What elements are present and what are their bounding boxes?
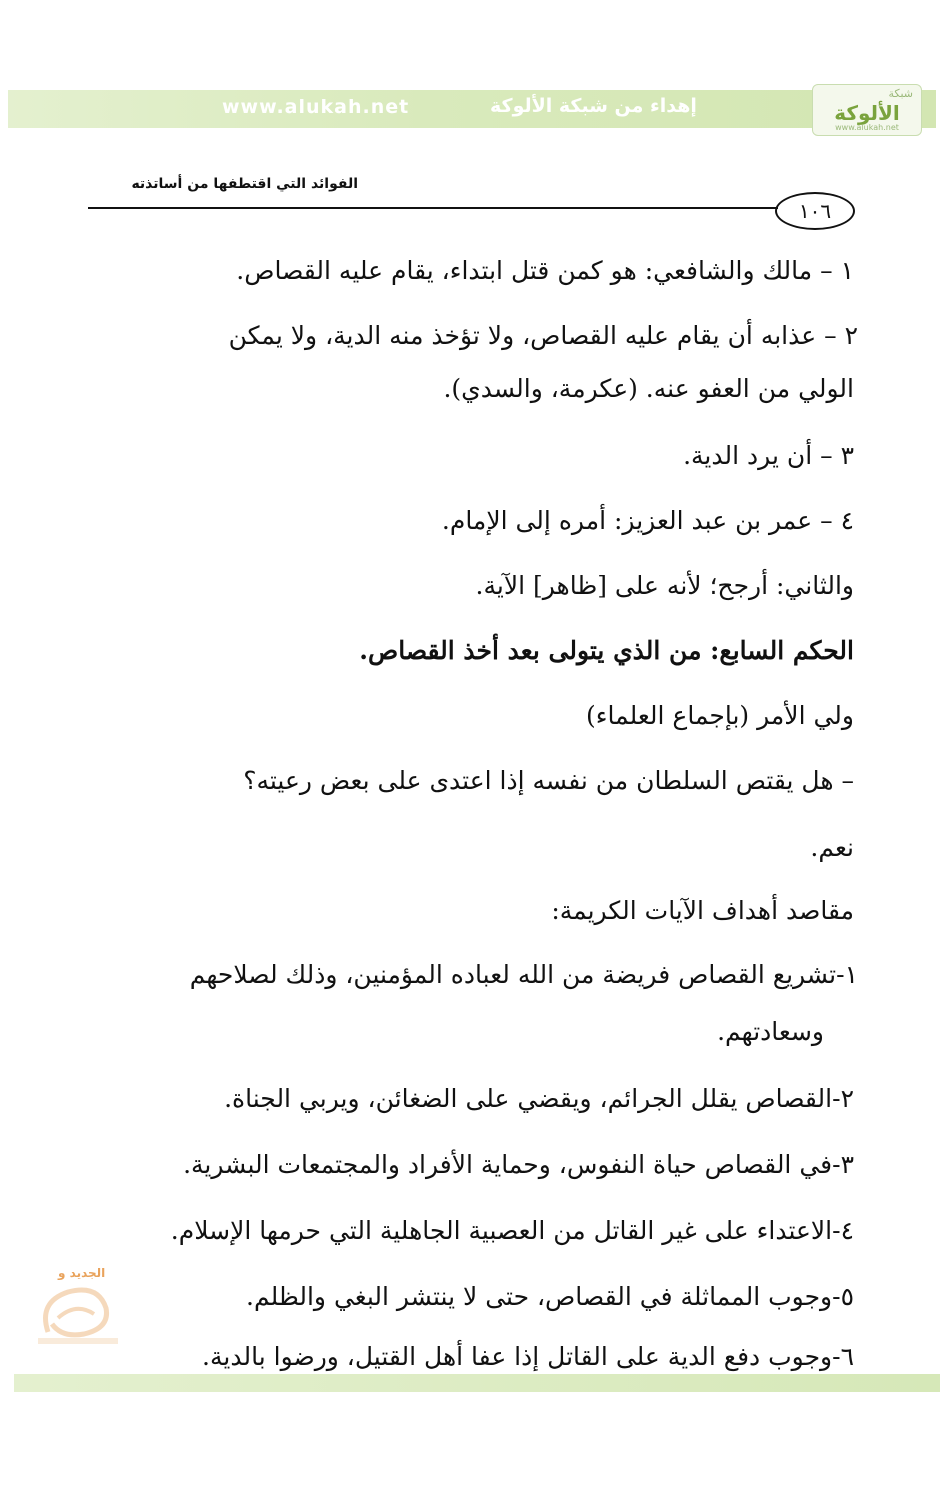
body-line: ٤-الاعتداء على غير القاتل من العصبية الجاهلية التي حرمها الإسلام. bbox=[170, 1216, 854, 1245]
body-line: ٢-القصاص يقلل الجرائم، ويقضي على الضغائن، ويربي الجناة. bbox=[224, 1084, 854, 1113]
logo-sub-text: www.alukah.net bbox=[835, 123, 899, 132]
running-title: الفوائد التي اقتطفها من أساتذته bbox=[131, 176, 358, 192]
stamp-text: الجديد و bbox=[58, 1266, 106, 1280]
body-line: ٤ – عمر بن عبد العزيز: أمره إلى الإمام. bbox=[441, 506, 854, 535]
alukah-logo bbox=[812, 84, 922, 136]
logo-top-text: شبكة bbox=[888, 87, 913, 100]
page-number: ١٠٦ bbox=[775, 192, 855, 230]
body-line: ٥-وجوب المماثلة في القصاص، حتى لا ينتشر البغي والظلم. bbox=[246, 1282, 854, 1311]
body-line: الولي من العفو عنه. (عكرمة، والسدي). bbox=[443, 374, 854, 403]
body-line: – هل يقتص السلطان من نفسه إذا اعتدى على بعض رعيته؟ bbox=[243, 766, 854, 795]
body-line: والثاني: أرجح؛ لأنه على [ظاهر] الآية. bbox=[475, 571, 854, 600]
title-rule bbox=[88, 207, 778, 209]
body-line: ٦-وجوب دفع الدية على القاتل إذا عفا أهل القتيل، ورضوا بالدية. bbox=[202, 1342, 854, 1371]
body-line: نعم. bbox=[810, 833, 854, 862]
body-line: ٢ – عذابه أن يقام عليه القصاص، ولا تؤخذ منه الدية، ولا يمكن bbox=[228, 321, 858, 350]
logo-main-text: الألوكة bbox=[834, 101, 900, 125]
footer-bar bbox=[14, 1374, 940, 1392]
body-line: ولي الأمر (بإجماع العلماء) bbox=[585, 701, 854, 730]
body-line: وسعادتهم. bbox=[717, 1017, 824, 1046]
section-heading: الحكم السابع: من الذي يتولى بعد أخذ القصاص. bbox=[359, 636, 854, 665]
body-line: ١ – مالك والشافعي: هو كمن قتل ابتداء، يقام عليه القصاص. bbox=[236, 256, 854, 285]
body-line: ١-تشريع القصاص فريضة من الله لعباده المؤمنين، وذلك لصلاحهم bbox=[189, 960, 858, 989]
banner-url[interactable]: www.alukah.net bbox=[222, 96, 410, 118]
watermark-stamp bbox=[28, 1262, 128, 1348]
body-line: ٣ – أن يرد الدية. bbox=[683, 441, 854, 470]
header-banner bbox=[8, 90, 936, 128]
banner-text: إهداء من شبكة الألوكة bbox=[490, 95, 697, 117]
body-line: مقاصد أهداف الآيات الكريمة: bbox=[551, 896, 854, 925]
body-line: ٣-في القصاص حياة النفوس، وحماية الأفراد والمجتمعات البشرية. bbox=[183, 1150, 854, 1179]
